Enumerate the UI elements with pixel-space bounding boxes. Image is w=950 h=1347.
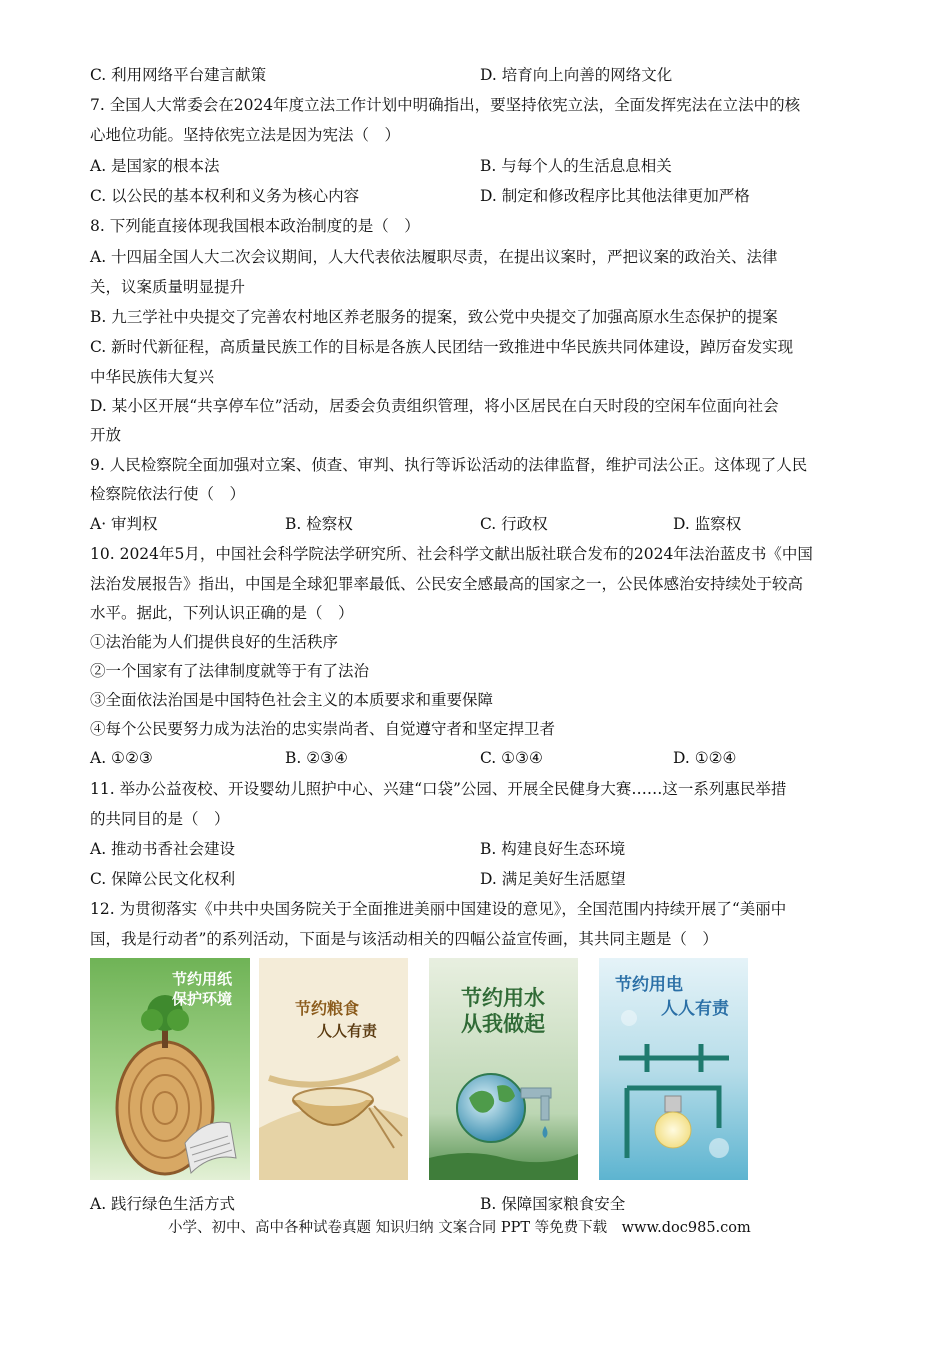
q11-option-a: A. 推动书香社会建设	[90, 840, 236, 858]
q7-option-a: A. 是国家的根本法	[90, 157, 220, 175]
poster-save-food	[259, 958, 408, 1180]
q7-option-d: D. 制定和修改程序比其他法律更加严格	[480, 187, 750, 205]
q7-stem-line2: 心地位功能。坚持依宪立法是因为宪法（ ）	[90, 126, 401, 144]
poster-save-water	[429, 958, 578, 1180]
q11-stem-line1: 11. 举办公益夜校、开设婴幼儿照护中心、兴建“口袋”公园、开展全民健身大赛……这一系列惠民举措	[90, 780, 787, 798]
q10-item-1: ①法治能为人们提供良好的生活秩序	[90, 633, 339, 651]
q10-option-b: B. ②③④	[285, 749, 348, 767]
poster-save-paper	[90, 958, 250, 1180]
q8-option-d-line2: 开放	[90, 426, 122, 444]
q7-stem-line1: 7. 全国人大常委会在2024年度立法工作计划中明确指出，要坚持依宪立法，全面发挥宪法在立法中的核	[90, 96, 801, 114]
q10-option-a: A. ①②③	[90, 749, 153, 767]
q9-stem-line2: 检察院依法行使（ ）	[90, 485, 246, 503]
q9-option-a: A· 审判权	[90, 515, 158, 533]
q9-option-c: C. 行政权	[480, 515, 548, 533]
poster-save-water-title: 节约用水	[461, 986, 545, 1010]
q12-stem-line2: 国，我是行动者”的系列活动，下面是与该活动相关的四幅公益宣传画，其共同主题是（ ）	[90, 930, 718, 948]
q12-option-b: B. 保障国家粮食安全	[480, 1195, 626, 1213]
poster-save-food-art	[259, 958, 408, 1180]
poster-save-water-subtitle: 从我做起	[461, 1012, 545, 1036]
poster-save-power-title: 节约用电	[615, 975, 683, 995]
q11-option-b: B. 构建良好生态环境	[480, 840, 626, 858]
q10-stem-line1: 10. 2024年5月，中国社会科学院法学研究所、社会科学文献出版社联合发布的2024年法治蓝皮书《中国	[90, 545, 813, 563]
q9-stem-line1: 9. 人民检察院全面加强对立案、侦查、审判、执行等诉讼活动的法律监督，维护司法公正。这体现了人民	[90, 456, 808, 474]
poster-save-power-subtitle: 人人有责	[661, 999, 729, 1019]
q7-option-b: B. 与每个人的生活息息相关	[480, 157, 672, 175]
q8-option-a-line2: 关，议案质量明显提升	[90, 278, 246, 296]
q11-option-c: C. 保障公民文化权利	[90, 870, 236, 888]
q12-option-a: A. 践行绿色生活方式	[90, 1195, 236, 1213]
q8-option-b: B. 九三学社中央提交了完善农村地区养老服务的提案，致公党中央提交了加强高原水生态保护的提案	[90, 308, 778, 326]
q10-stem-line3: 水平。据此，下列认识正确的是（ ）	[90, 604, 354, 622]
q6-option-c: C. 利用网络平台建言献策	[90, 66, 267, 84]
poster-save-paper-subtitle: 保护环境	[172, 990, 233, 1008]
q10-option-d: D. ①②④	[673, 749, 737, 767]
poster-save-paper-title: 节约用纸	[172, 970, 233, 988]
q11-option-d: D. 满足美好生活愿望	[480, 870, 626, 888]
q10-item-4: ④每个公民要努力成为法治的忠实崇尚者、自觉遵守者和坚定捍卫者	[90, 720, 556, 738]
q10-item-3: ③全面依法治国是中国特色社会主义的本质要求和重要保障	[90, 691, 494, 709]
poster-save-food-subtitle: 人人有责	[317, 1022, 378, 1040]
q8-option-c-line1: C. 新时代新征程，高质量民族工作的目标是各族人民团结一致推进中华民族共同体建设，踔厉奋发实现	[90, 338, 794, 356]
q10-option-c: C. ①③④	[480, 749, 543, 767]
q12-stem-line1: 12. 为贯彻落实《中共中央国务院关于全面推进美丽中国建设的意见》，全国范围内持续开展了“美丽中	[90, 900, 787, 918]
q8-option-c-line2: 中华民族伟大复兴	[90, 368, 215, 386]
q10-stem-line2: 法治发展报告》指出，中国是全球犯罪率最低、公民安全感最高的国家之一，公民体感治安持续处于较高	[90, 575, 804, 593]
page-footer: 小学、初中、高中各种试卷真题 知识归纳 文案合同 PPT 等免费下载 www.doc985.com	[168, 1220, 751, 1236]
q10-item-2: ②一个国家有了法律制度就等于有了法治	[90, 662, 370, 680]
q9-option-d: D. 监察权	[673, 515, 742, 533]
q8-stem: 8. 下列能直接体现我国根本政治制度的是（ ）	[90, 217, 420, 235]
poster-save-food-title: 节约粮食	[295, 999, 360, 1018]
q11-stem-line2: 的共同目的是（ ）	[90, 810, 230, 828]
q8-option-a-line1: A. 十四届全国人大二次会议期间，人大代表依法履职尽责，在提出议案时，严把议案的政治关、法律	[90, 248, 778, 266]
poster-save-power	[599, 958, 748, 1180]
q7-option-c: C. 以公民的基本权利和义务为核心内容	[90, 187, 360, 205]
q6-option-d: D. 培育向上向善的网络文化	[480, 66, 673, 84]
q9-option-b: B. 检察权	[285, 515, 353, 533]
q8-option-d-line1: D. 某小区开展“共享停车位”活动，居委会负责组织管理，将小区居民在白天时段的空闲车位面向社会	[90, 397, 779, 415]
